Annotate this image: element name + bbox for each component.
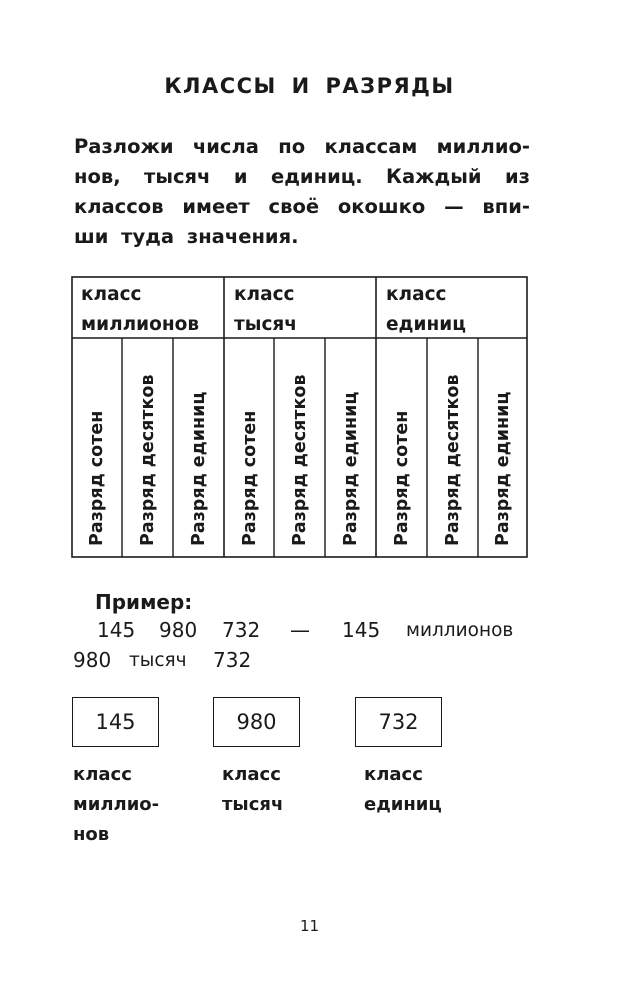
example-part-3: 732 xyxy=(213,648,252,672)
box-label-thousands: класс тысяч xyxy=(222,764,284,815)
class-header-units: класс единиц xyxy=(386,284,466,335)
example-part-2: 980 xyxy=(73,648,112,672)
digit-hundreds-millions: Разряд сотен xyxy=(87,410,107,546)
instruction-line-1: Разложи числа по классам миллио- xyxy=(74,135,530,158)
box-millions: 145 xyxy=(72,697,159,747)
digit-tens-units: Разряд десятков xyxy=(443,374,463,546)
digit-units-thousands: Разряд единиц xyxy=(341,391,361,546)
page-title: КЛАССЫ И РАЗРЯДЫ xyxy=(164,74,455,98)
class-header-millions: класс миллионов xyxy=(81,284,200,335)
instruction-line-2: нов, тысяч и единиц. Каждый из xyxy=(74,165,530,188)
digit-tens-thousands: Разряд десятков xyxy=(290,374,310,546)
example-dash: — xyxy=(290,618,310,642)
example-part-1: 145 xyxy=(342,618,381,642)
instruction-line-4: ши туда значения. xyxy=(74,225,299,248)
classes-table xyxy=(71,276,528,558)
example-label: Пример: xyxy=(95,590,193,614)
digit-units-units: Разряд единиц xyxy=(493,391,513,546)
box-label-millions: класс миллио- нов xyxy=(73,764,160,845)
digit-hundreds-units: Разряд сотен xyxy=(392,410,412,546)
example-number-3: 732 xyxy=(222,618,261,642)
digit-hundreds-thousands: Разряд сотен xyxy=(240,410,260,546)
example-word-millions: миллионов xyxy=(406,620,514,641)
example-word-thousands: тысяч xyxy=(129,650,187,671)
digit-tens-millions: Разряд десятков xyxy=(138,374,158,546)
instruction-line-3: классов имеет своё окошко — впи- xyxy=(74,195,530,218)
class-header-thousands: класс тысяч xyxy=(234,284,297,335)
example-number-1: 145 xyxy=(97,618,136,642)
digit-units-millions: Разряд единиц xyxy=(189,391,209,546)
page-number: 11 xyxy=(299,917,320,935)
example-number-2: 980 xyxy=(159,618,198,642)
box-units: 732 xyxy=(355,697,442,747)
box-thousands: 980 xyxy=(213,697,300,747)
box-label-units: класс единиц xyxy=(364,764,442,815)
